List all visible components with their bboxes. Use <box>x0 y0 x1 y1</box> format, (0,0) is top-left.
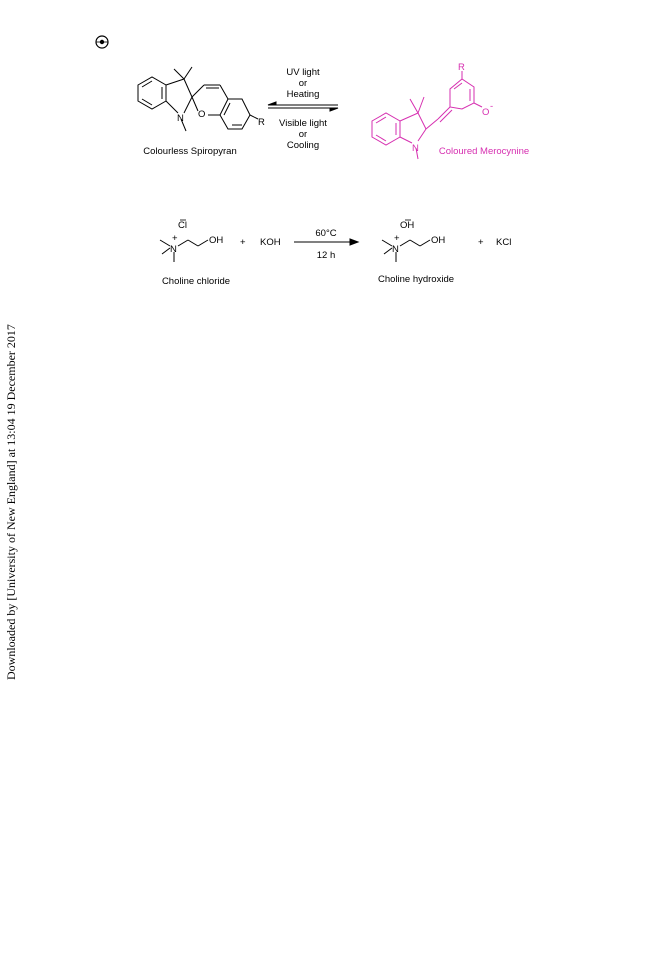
reactant-anion: Cl <box>178 220 187 231</box>
choline-scheme <box>150 212 530 294</box>
download-watermark: Downloaded by [University of New England] at 13:04 19 December 2017 <box>4 324 18 680</box>
cond-top-2: or <box>298 78 308 89</box>
merocyanine-caption: Coloured Merocynine <box>438 146 530 157</box>
choline-hydroxide-caption: Choline hydroxide <box>377 274 455 285</box>
cond-bottom-2: or <box>298 129 308 140</box>
spiropyran-caption: Colourless Spiropyran <box>143 146 237 157</box>
product-oh: OH <box>431 235 446 246</box>
product-n: N <box>392 244 399 255</box>
reactant-plus: + <box>172 233 178 244</box>
cond-time: 12 h <box>316 250 336 261</box>
choline-chloride-structure <box>160 240 208 262</box>
circled-dot-icon <box>94 34 110 50</box>
plus-sign-2: + <box>478 237 484 248</box>
atom-n-label: N <box>177 113 184 124</box>
cond-top-3: Heating <box>286 89 320 100</box>
mero-r-label: R <box>458 62 465 73</box>
byproduct-kcl: KCl <box>496 237 512 248</box>
cond-temp: 60°C <box>315 228 337 239</box>
reactant-n: N <box>170 244 177 255</box>
reaction-arrow <box>294 239 358 245</box>
product-plus: + <box>394 233 400 244</box>
product-anion: OH <box>400 220 415 231</box>
cond-top-1: UV light <box>286 67 320 78</box>
cond-bottom-3: Cooling <box>286 140 320 151</box>
mero-minus-label: - <box>490 101 494 112</box>
spiropyran-structure <box>138 67 258 131</box>
spiropyran-scheme <box>120 55 560 170</box>
choline-hydroxide-structure <box>382 240 430 262</box>
mero-ominus-label: O <box>482 107 490 118</box>
reactant-oh: OH <box>209 235 224 246</box>
mero-n-label: N <box>412 143 419 154</box>
cond-bottom-1: Visible light <box>279 118 327 129</box>
plus-sign-1: + <box>240 237 246 248</box>
atom-r-label: R <box>258 117 265 128</box>
atom-o-label: O <box>198 109 206 120</box>
reagent-koh: KOH <box>260 237 281 248</box>
choline-chloride-caption: Choline chloride <box>161 276 231 287</box>
equilibrium-arrows <box>268 102 338 111</box>
